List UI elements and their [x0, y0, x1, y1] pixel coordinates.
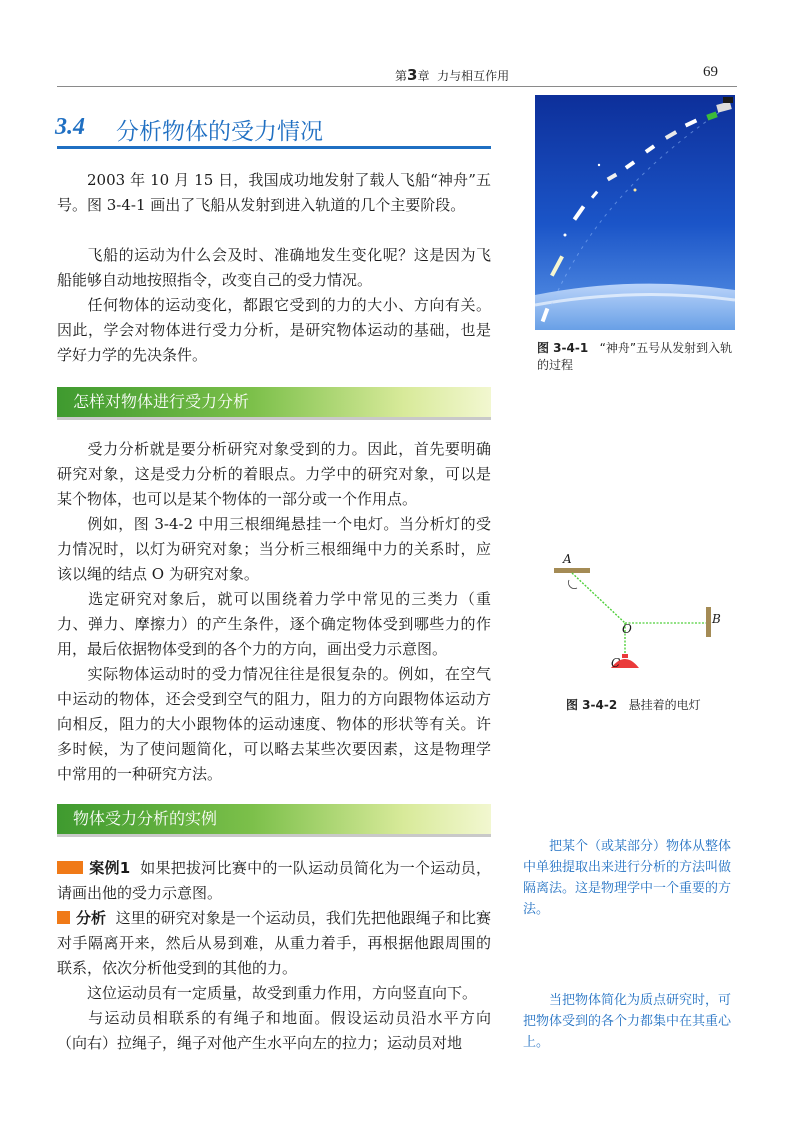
subsection-bar-1 [57, 387, 491, 417]
hanging-lamp-diagram [545, 550, 735, 680]
figure-1-text: “神舟”五号从发射到入轨的过程 [537, 341, 733, 372]
figure-2-caption [566, 697, 746, 714]
label-a: A [563, 552, 572, 566]
bar-shadow-1 [57, 417, 491, 420]
case-label: 案例1 [89, 859, 131, 877]
analysis-text: 这里的研究对象是一个运动员，我们先把他跟绳子和比赛对手隔离开来，然后从易到难，从重力着手，再根据他跟周围的联系，依次分析他受到的其他的力。 [57, 909, 491, 977]
subsection-title-1: 怎样对物体进行受力分析 [73, 392, 250, 411]
side-note-particle: 当把物体简化为质点研究时，可把物体受到的各个力都集中在其重心上。 [523, 993, 732, 1050]
sub1-paragraph-4: 实际物体运动时的受力情况往往是很复杂的。例如，在空气中运动的物体，还会受到空气的阻力，阻力的方向跟物体运动方向相反，阻力的大小跟物体的运动速度、物体的形状等有关。许多时候，为了使问题简化，可以略去某些次要因素，这是物理学中常用的一种研究方法。 [57, 665, 491, 783]
figure-2-text: 悬挂着的电灯 [628, 698, 701, 712]
shenzhou-launch-image [535, 95, 735, 330]
label-c: C [611, 656, 621, 670]
section-number: 3.4 [55, 114, 85, 140]
sub2-paragraph-2: 这位运动员有一定质量，故受到重力作用，方向竖直向下。 [87, 984, 478, 1002]
analysis-tag-marker [57, 911, 70, 924]
sub1-paragraph-2: 例如，图 3-4-2 中用三根细绳悬挂一个电灯。当分析灯的受力情况时，以灯为研究对象；当分析三根细绳中力的关系时，应该以绳的结点 O 为研究对象。 [57, 515, 491, 583]
subsection-bar-2 [57, 804, 491, 834]
header-rule [57, 86, 737, 87]
subsection-title-2: 物体受力分析的实例 [73, 809, 218, 828]
analysis-label: 分析 [76, 909, 107, 927]
sub2-paragraph-3: 与运动员相联系的有绳子和地面。假设运动员沿水平方向（向右）拉绳子，绳子对他产生水平向左的拉力；运动员对地 [57, 1009, 491, 1052]
sub1-paragraph-3: 选定研究对象后，就可以围绕着力学中常见的三类力（重力、弹力、摩擦力）的产生条件，逐个确定物体受到哪些力的作用，最后依据物体受到的各个力的方向，画出受力示意图。 [57, 590, 491, 658]
case-paragraph [57, 856, 491, 906]
side-note-isolation-method: 把某个（或某部分）物体从整体中单独提取出来进行分析的方法叫做隔离法。这是物理学中一个重要的方法。 [523, 839, 732, 917]
chapter-number: 3 [407, 66, 418, 84]
label-o: O [622, 622, 632, 636]
figure-1-caption [537, 340, 737, 374]
analysis-paragraph [57, 906, 491, 981]
bar-shadow-2 [57, 834, 491, 837]
case-text: 如果把拔河比赛中的一队运动员简化为一个运动员，请画出他的受力示意图。 [57, 859, 491, 902]
figure-2-number: 图 3-4-2 [566, 698, 618, 712]
page-number: 69 [703, 64, 718, 80]
intro-paragraph-1: 2003 年 10 月 15 日，我国成功地发射了载人飞船“神舟”五号。图 3-4-1 画出了飞船从发射到进入轨道的几个主要阶段。 [57, 171, 491, 214]
sub1-paragraph-1: 受力分析就是要分析研究对象受到的力。因此，首先要明确研究对象，这是受力分析的着眼点。力学中的研究对象，可以是某个物体，也可以是某个物体的一部分或一个作用点。 [57, 440, 491, 508]
intro-paragraph-3: 任何物体的运动变化，都跟它受到的力的大小、方向有关。因此，学会对物体进行受力分析，是研究物体运动的基础，也是学好力学的先决条件。 [57, 296, 491, 364]
section-title: 分析物体的受力情况 [116, 119, 323, 145]
chapter-prefix: 第 [395, 69, 408, 83]
chapter-suffix: 章 [417, 69, 430, 83]
title-rule [57, 146, 491, 149]
chapter-title: 力与相互作用 [437, 69, 510, 83]
label-b: B [712, 612, 721, 626]
intro-paragraph-2: 飞船的运动为什么会及时、准确地发生变化呢？这是因为飞船能够自动地按照指令，改变自己的受力情况。 [57, 246, 491, 289]
case-tag-marker [57, 861, 83, 874]
running-header [395, 66, 509, 84]
figure-1-number: 图 3-4-1 [537, 341, 589, 355]
